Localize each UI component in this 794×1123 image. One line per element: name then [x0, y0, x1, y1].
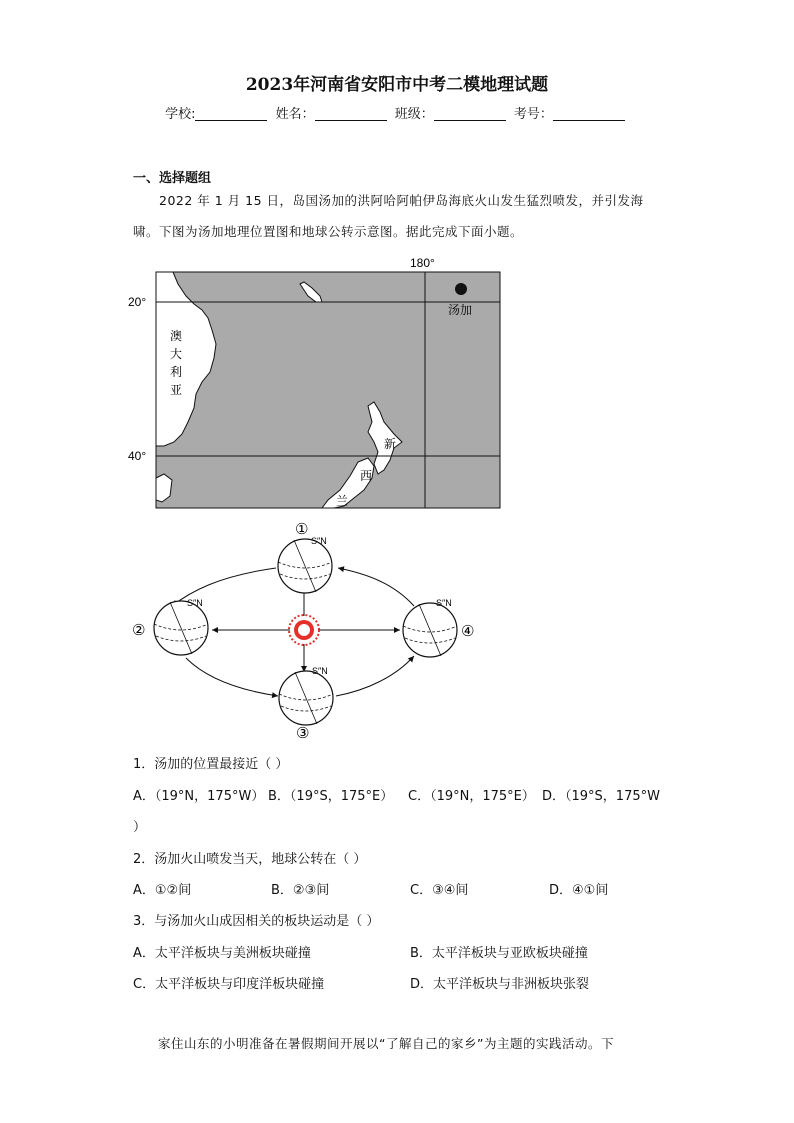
- australia-label-1: 澳: [170, 329, 183, 343]
- exam-number-blank[interactable]: [553, 107, 625, 121]
- q3-option-c[interactable]: C．太平洋板块与印度洋板块碰撞: [133, 977, 325, 992]
- earth-position-3: [279, 671, 333, 725]
- earth-position-1: [278, 539, 332, 593]
- class-blank[interactable]: [434, 107, 506, 121]
- lat-20-label: 20°: [128, 295, 147, 309]
- australia-label-2: 大: [170, 347, 183, 361]
- q1-option-c[interactable]: C．（19°N，175°E）: [408, 789, 535, 804]
- australia-label-4: 亚: [170, 383, 183, 397]
- q1-option-a[interactable]: A．（19°N，175°W）: [133, 789, 265, 804]
- q3-option-b[interactable]: B．太平洋板块与亚欧板块碰撞: [410, 946, 588, 961]
- nz-label-2: 西: [360, 469, 373, 483]
- question-2-stem: 2．汤加火山喷发当天，地球公转在（ ）: [133, 852, 367, 867]
- q3-option-d[interactable]: D．太平洋板块与非洲板块张裂: [410, 977, 590, 992]
- school-label: 学校:: [165, 107, 196, 122]
- australia-label-3: 利: [170, 365, 183, 379]
- earth-position-2: [154, 601, 208, 655]
- page-title: 2023年河南省安阳市中考二模地理试题: [245, 75, 549, 95]
- intro-line-1: 2022 年 1 月 15 日，岛国汤加的洪阿哈阿帕伊岛海底火山发生猛烈喷发，并引发海: [159, 193, 644, 208]
- q1-option-b[interactable]: B．（19°S，175°E）: [268, 789, 394, 804]
- q1-option-d[interactable]: D．（19°S，175°W: [542, 789, 660, 804]
- name-blank[interactable]: [315, 107, 387, 121]
- class-label: 班级：: [394, 107, 434, 122]
- sun-icon: [289, 615, 319, 645]
- position-label-4: ④: [461, 622, 475, 640]
- axis-label-1: S″N: [311, 536, 327, 546]
- lat-40-label: 40°: [128, 449, 147, 463]
- lon-180-label: 180°: [410, 256, 435, 270]
- name-label: 姓名：: [275, 107, 315, 122]
- position-label-2: ②: [132, 621, 146, 639]
- nz-label-1: 新: [384, 437, 397, 451]
- nz-label-3: 兰: [336, 494, 349, 508]
- earth-position-4: [403, 603, 457, 657]
- q2-option-a[interactable]: A．①②间: [133, 883, 192, 898]
- question-3-stem: 3．与汤加火山成因相关的板块运动是（ ）: [133, 914, 380, 929]
- position-label-1: ①: [295, 520, 309, 538]
- axis-label-3: S″N: [312, 666, 328, 676]
- exam-number-label: 考号：: [513, 107, 553, 122]
- section-title: 一、选择题组: [133, 171, 212, 186]
- tonga-location-map: [128, 252, 508, 514]
- q3-option-a[interactable]: A．太平洋板块与美洲板块碰撞: [133, 946, 311, 961]
- question-1-stem: 1．汤加的位置最接近（ ）: [133, 757, 289, 772]
- intro-line-2: 啸。下图为汤加地理位置图和地球公转示意图。据此完成下面小题。: [133, 224, 524, 239]
- orbit-arc-2-3: [186, 658, 278, 696]
- q2-option-b[interactable]: B．②③间: [271, 883, 330, 898]
- orbit-arc-4-1: [338, 568, 414, 606]
- next-passage-line: 家住山东的小明准备在暑假期间开展以“了解自己的家乡”为主题的实践活动。下: [158, 1036, 614, 1051]
- axis-label-4: S″N: [436, 598, 452, 608]
- q2-option-d[interactable]: D．④①间: [549, 883, 609, 898]
- tonga-marker: [455, 283, 467, 295]
- tonga-label: 汤加: [448, 303, 473, 317]
- q1-option-d-wrap: ）: [133, 820, 147, 835]
- orbit-arc-3-4: [336, 656, 414, 696]
- earth-orbit-diagram: [128, 518, 488, 740]
- axis-label-2: S″N: [187, 598, 203, 608]
- q2-option-c[interactable]: C．③④间: [410, 883, 469, 898]
- position-label-3: ③: [296, 724, 310, 740]
- school-blank[interactable]: [195, 107, 267, 121]
- student-info-line: [0, 103, 794, 122]
